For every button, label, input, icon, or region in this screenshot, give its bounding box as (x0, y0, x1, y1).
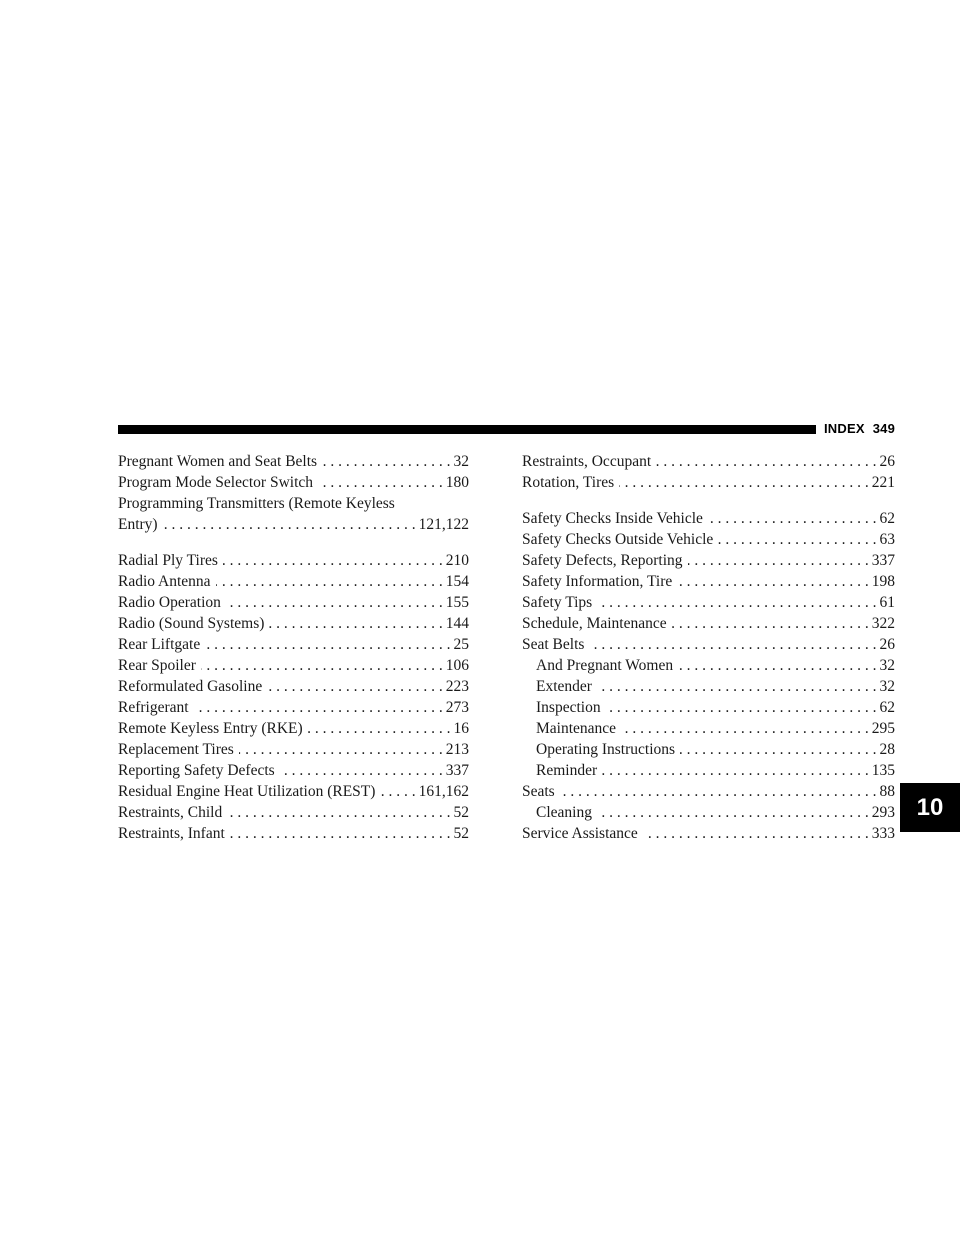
index-entry (118, 472, 469, 493)
index-page: 121,122 (418, 516, 469, 533)
index-entry (118, 697, 469, 718)
index-entry (118, 802, 469, 823)
index-page: 52 (453, 825, 469, 842)
index-entry (522, 451, 895, 472)
index-term: And Pregnant Women (536, 657, 674, 674)
index-term: Residual Engine Heat Utilization (REST) (118, 783, 376, 800)
index-entry (522, 781, 895, 802)
index-entry (118, 634, 469, 655)
index-term: Restraints, Infant (118, 825, 225, 842)
index-term: Safety Information, Tire (522, 573, 673, 590)
index-page: 337 (871, 552, 895, 569)
index-term: Safety Checks Outside Vehicle (522, 531, 714, 548)
index-term-wrapped: Programming Transmitters (Remote Keyless (118, 495, 395, 512)
index-term: Restraints, Occupant (522, 453, 652, 470)
index-entry (522, 571, 895, 592)
index-page: 221 (871, 474, 895, 491)
index-entry (118, 739, 469, 760)
index-subentry (522, 676, 895, 697)
index-subentry (522, 697, 895, 718)
index-term: Safety Tips (522, 594, 593, 611)
index-page: 26 (879, 453, 895, 470)
index-term: Refrigerant (118, 699, 189, 716)
index-term: Pregnant Women and Seat Belts (118, 453, 318, 470)
index-page: 161,162 (418, 783, 469, 800)
index-entry (118, 514, 469, 535)
index-term: Remote Keyless Entry (RKE) (118, 720, 303, 737)
index-entry (118, 760, 469, 781)
index-page: 62 (879, 510, 895, 527)
index-entry (118, 823, 469, 844)
index-term: Reporting Safety Defects (118, 762, 275, 779)
index-term: Seats (522, 783, 555, 800)
index-entry (118, 781, 469, 802)
index-column-left (118, 451, 469, 844)
index-page: 273 (445, 699, 469, 716)
index-subentry (522, 802, 895, 823)
index-entry (118, 676, 469, 697)
index-term: Radial Ply Tires (118, 552, 218, 569)
index-term: Seat Belts (522, 636, 585, 653)
index-term: Reminder (536, 762, 598, 779)
index-term: Extender (536, 678, 592, 695)
index-column-right (522, 451, 895, 844)
index-entry (118, 451, 469, 472)
index-page: 198 (871, 573, 895, 590)
index-page: 52 (453, 804, 469, 821)
index-page: 155 (445, 594, 469, 611)
index-entry (522, 529, 895, 550)
index-entry (522, 472, 895, 493)
index-term: Program Mode Selector Switch (118, 474, 314, 491)
index-subentry (522, 760, 895, 781)
index-page: 322 (871, 615, 895, 632)
index-page: 144 (445, 615, 469, 632)
index-entry (522, 613, 895, 634)
index-entry (118, 613, 469, 634)
index-term: Reformulated Gasoline (118, 678, 263, 695)
index-page: 61 (879, 594, 895, 611)
index-term: Inspection (536, 699, 601, 716)
index-entry (118, 592, 469, 613)
index-page: 180 (445, 474, 469, 491)
index-term: Operating Instructions (536, 741, 676, 758)
index-term: Cleaning (536, 804, 592, 821)
header-rule (118, 425, 816, 434)
index-page: 210 (445, 552, 469, 569)
index-term: Safety Defects, Reporting (522, 552, 683, 569)
chapter-tab: 10 (900, 783, 960, 832)
index-term: Schedule, Maintenance (522, 615, 667, 632)
index-entry (118, 571, 469, 592)
index-page: 337 (445, 762, 469, 779)
index-term: Safety Checks Inside Vehicle (522, 510, 703, 527)
index-page: 32 (879, 678, 895, 695)
index-term: Radio Operation (118, 594, 221, 611)
index-page: 88 (879, 783, 895, 800)
index-subentry (522, 655, 895, 676)
index-page: 293 (871, 804, 895, 821)
index-page: 154 (445, 573, 469, 590)
index-page: 26 (879, 636, 895, 653)
section-title: INDEX (824, 421, 865, 436)
index-entry (522, 592, 895, 613)
index-page: 213 (445, 741, 469, 758)
index-entry (522, 550, 895, 571)
index-page: 16 (453, 720, 469, 737)
index-term: Rotation, Tires (522, 474, 615, 491)
index-term: Restraints, Child (118, 804, 223, 821)
index-term: Radio Antenna (118, 573, 211, 590)
index-entry (118, 550, 469, 571)
index-subentry (522, 718, 895, 739)
index-entry (118, 655, 469, 676)
index-entry (118, 718, 469, 739)
index-term: Rear Spoiler (118, 657, 196, 674)
index-term: Replacement Tires (118, 741, 234, 758)
index-page: 135 (871, 762, 895, 779)
index-page: 62 (879, 699, 895, 716)
index-entry (522, 823, 895, 844)
index-page: 106 (445, 657, 469, 674)
index-page: 333 (871, 825, 895, 842)
index-entry (522, 508, 895, 529)
index-term: Maintenance (536, 720, 617, 737)
index-subentry (522, 739, 895, 760)
index-term: Entry) (118, 516, 158, 533)
index-page: 28 (879, 741, 895, 758)
index-page: 25 (453, 636, 469, 653)
page-number: 349 (872, 421, 896, 436)
index-term: Service Assistance (522, 825, 638, 842)
index-page: 223 (445, 678, 469, 695)
running-header (824, 421, 895, 436)
index-page: 63 (879, 531, 895, 548)
index-page: 32 (879, 657, 895, 674)
index-term: Radio (Sound Systems) (118, 615, 265, 632)
index-entry (522, 634, 895, 655)
index-page: 32 (453, 453, 469, 470)
index-term: Rear Liftgate (118, 636, 201, 653)
index-page: 295 (871, 720, 895, 737)
